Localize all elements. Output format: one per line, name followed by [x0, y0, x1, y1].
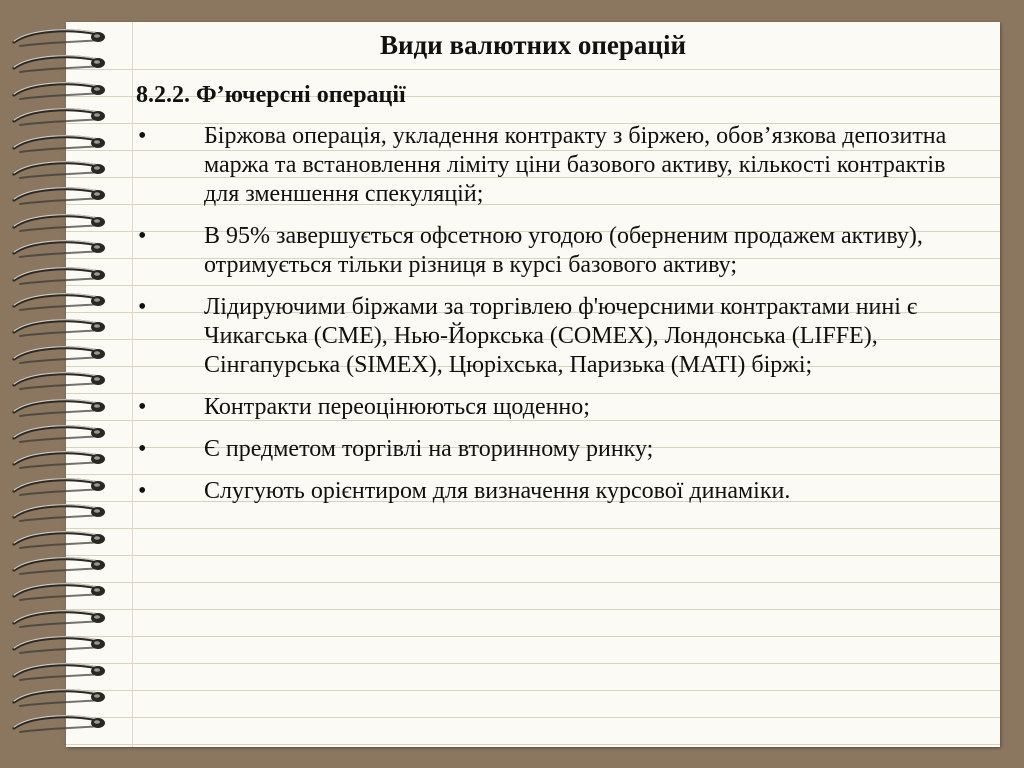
spiral-ring-icon: [10, 582, 110, 604]
spiral-ring-icon: [10, 662, 110, 684]
spiral-ring-icon: [10, 635, 110, 657]
list-item: [136, 293, 986, 380]
spiral-ring-icon: [10, 688, 110, 710]
spiral-ring-icon: [10, 81, 110, 103]
bullet-icon: •: [138, 123, 147, 149]
list-item-text: В 95% завершується офсетною угодою (оберненим продажем активу), отримується тільки різниця в курсі базового активу;: [204, 223, 923, 278]
bullet-icon: •: [138, 294, 147, 320]
list-item-text: Є предметом торгівлі на вторинному ринку;: [204, 436, 654, 462]
list-item-text: Слугують орієнтиром для визначення курсової динаміки.: [204, 478, 791, 504]
spiral-ring-icon: [10, 28, 110, 50]
page-margin-line: [132, 22, 133, 747]
spiral-ring-icon: [10, 609, 110, 631]
list-item: [136, 122, 986, 209]
spiral-binding-icon: [10, 28, 110, 743]
spiral-ring-icon: [10, 424, 110, 446]
spiral-ring-icon: [10, 398, 110, 420]
spiral-ring-icon: [10, 239, 110, 261]
spiral-ring-icon: [10, 530, 110, 552]
bullet-icon: •: [138, 223, 147, 249]
spiral-ring-icon: [10, 213, 110, 235]
spiral-ring-icon: [10, 371, 110, 393]
spiral-ring-icon: [10, 318, 110, 340]
notebook-page: [66, 22, 1000, 747]
spiral-ring-icon: [10, 450, 110, 472]
list-item-text: Лідируючими біржами за торгівлею ф'ючерсними контрактами нині є Чикагська (CME), Нью-Йоркська (COMEX), Лондонська (LIFFE), Сінгапурська (SIMEX), Цюріхська, Паризька (MATI) біржі;: [204, 294, 918, 378]
list-item: [136, 393, 986, 422]
list-item-text: Біржова операція, укладення контракту з біржею, обов’язкова депозитна маржа та встановлення ліміту ціни базового активу, кількості контрактів для зменшення спекуляцій;: [204, 123, 947, 207]
spiral-ring-icon: [10, 54, 110, 76]
list-item: [136, 477, 986, 506]
spiral-ring-icon: [10, 266, 110, 288]
bullet-icon: •: [138, 478, 147, 504]
spiral-ring-icon: [10, 477, 110, 499]
page-title: Види валютних операцій: [379, 30, 687, 60]
spiral-ring-icon: [10, 160, 110, 182]
spiral-ring-icon: [10, 503, 110, 525]
list-item: [136, 435, 986, 464]
section-subtitle: 8.2.2. Ф’ючерсні операції: [136, 82, 406, 108]
list-item: [136, 222, 986, 280]
list-item-text: Контракти переоцінюються щоденно;: [204, 394, 590, 420]
spiral-ring-icon: [10, 556, 110, 578]
spiral-ring-icon: [10, 714, 110, 736]
spiral-ring-icon: [10, 345, 110, 367]
spiral-ring-icon: [10, 134, 110, 156]
bullet-icon: •: [138, 436, 147, 462]
bullet-icon: •: [138, 394, 147, 420]
spiral-ring-icon: [10, 292, 110, 314]
bullet-list: [136, 122, 986, 519]
spiral-ring-icon: [10, 186, 110, 208]
spiral-ring-icon: [10, 107, 110, 129]
